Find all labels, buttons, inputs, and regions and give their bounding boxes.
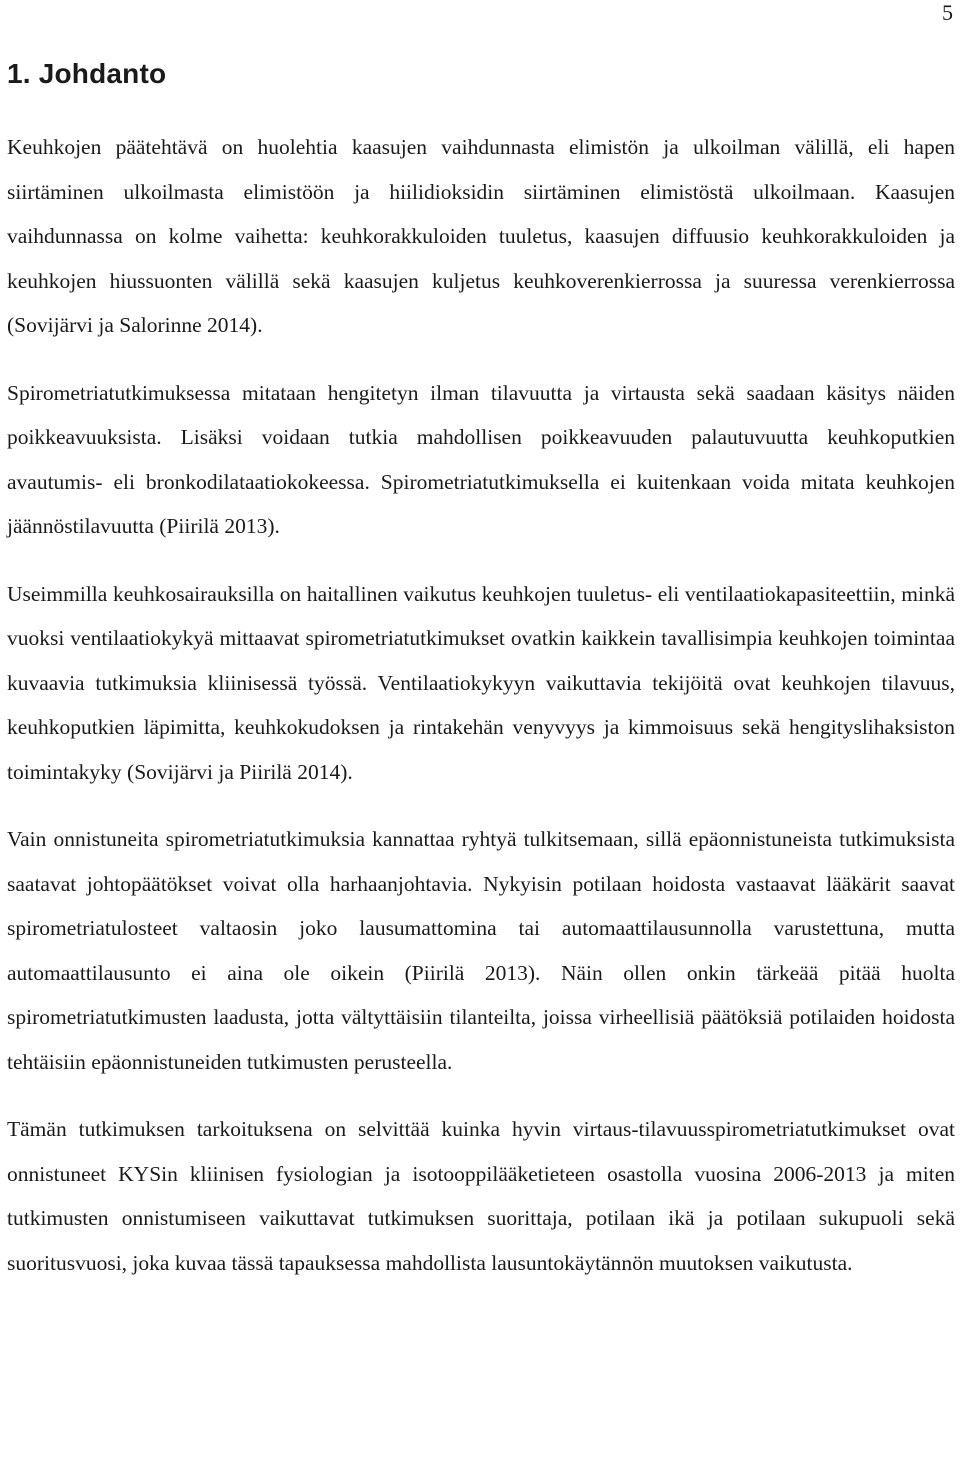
paragraph-lung-diseases: Useimmilla keuhkosairauksilla on haitallinen vaikutus keuhkojen tuuletus- eli ventilaatiokapasiteettiin, minkä vuoksi ventilaatiokykyä mittaavat spirometriatutkimukset ovatkin kaikkein tavallisimpia keuhkojen toimintaa kuvaavia tutkimuksia kliinisessä työssä. Ventilaatiokykyyn vaikuttavia tekijöitä ovat keuhkojen tilavuus, keuhkoputkien läpimitta, keuhkokudoksen ja rintakehän venyvyys ja kimmoisuus sekä hengityslihaksiston toimintakyky (Sovijärvi ja Piirilä 2014). bbox=[7, 581, 955, 784]
document-body bbox=[7, 60, 955, 1308]
paragraph-intro: Keuhkojen päätehtävä on huolehtia kaasujen vaihdunnasta elimistön ja ulkoilman välillä, eli hapen siirtäminen ulkoilmasta elimistöön ja hiilidioksidin siirtäminen elimistöstä ulkoilmaan. Kaasujen vaihdunnassa on kolme vaihetta: keuhkorakkuloiden tuuletus, kaasujen diffuusio keuhkorakkuloiden ja keuhkojen hiussuonten välillä sekä kaasujen kuljetus keuhkoverenkierrossa ja suuressa verenkierrossa (Sovijärvi ja Salorinne 2014). bbox=[7, 135, 955, 337]
page-number: 5 bbox=[942, 0, 953, 25]
paragraph-purpose: Tämän tutkimuksen tarkoituksena on selvittää kuinka hyvin virtaus-tilavuusspirometriatutkimukset ovat onnistuneet KYSin kliinisen fysiologian ja isotooppilääketieteen osastolla vuosina 2006-2013 ja miten tutkimusten onnistumiseen vaikuttavat tutkimuksen suorittaja, potilaan ikä ja potilaan sukupuoli sekä suoritusvuosi, joka kuvaa tässä tapauksessa mahdollista lausuntokäytännön muutoksen vaikutusta. bbox=[7, 1117, 955, 1275]
section-heading: 1. Johdanto bbox=[7, 58, 167, 89]
paragraph-interpretation: Vain onnistuneita spirometriatutkimuksia kannattaa ryhtyä tulkitsemaan, sillä epäonnistuneista tutkimuksista saatavat johtopäätökset voivat olla harhaanjohtavia. Nykyisin potilaan hoidosta vastaavat lääkärit saavat spirometriatulosteet valtaosin joko lausumattomina tai automaattilausunnolla varustettuna, mutta automaattilausunto ei aina ole oikein (Piirilä 2013). Näin ollen onkin tärkeää pitää huolta spirometriatutkimusten laadusta, jotta vältyttäisiin tilanteilta, joissa virheellisiä päätöksiä potilaiden hoidosta tehtäisiin epäonnistuneiden tutkimusten perusteella. bbox=[7, 827, 955, 1074]
paragraph-spirometry: Spirometriatutkimuksessa mitataan hengitetyn ilman tilavuutta ja virtausta sekä saadaan käsitys näiden poikkeavuuksista. Lisäksi voidaan tutkia mahdollisen poikkeavuuden palautuvuutta keuhkoputkien avautumis- eli bronkodilataatiokokeessa. Spirometriatutkimuksella ei kuitenkaan voida mitata keuhkojen jäännöstilavuutta (Piirilä 2013). bbox=[7, 380, 955, 538]
